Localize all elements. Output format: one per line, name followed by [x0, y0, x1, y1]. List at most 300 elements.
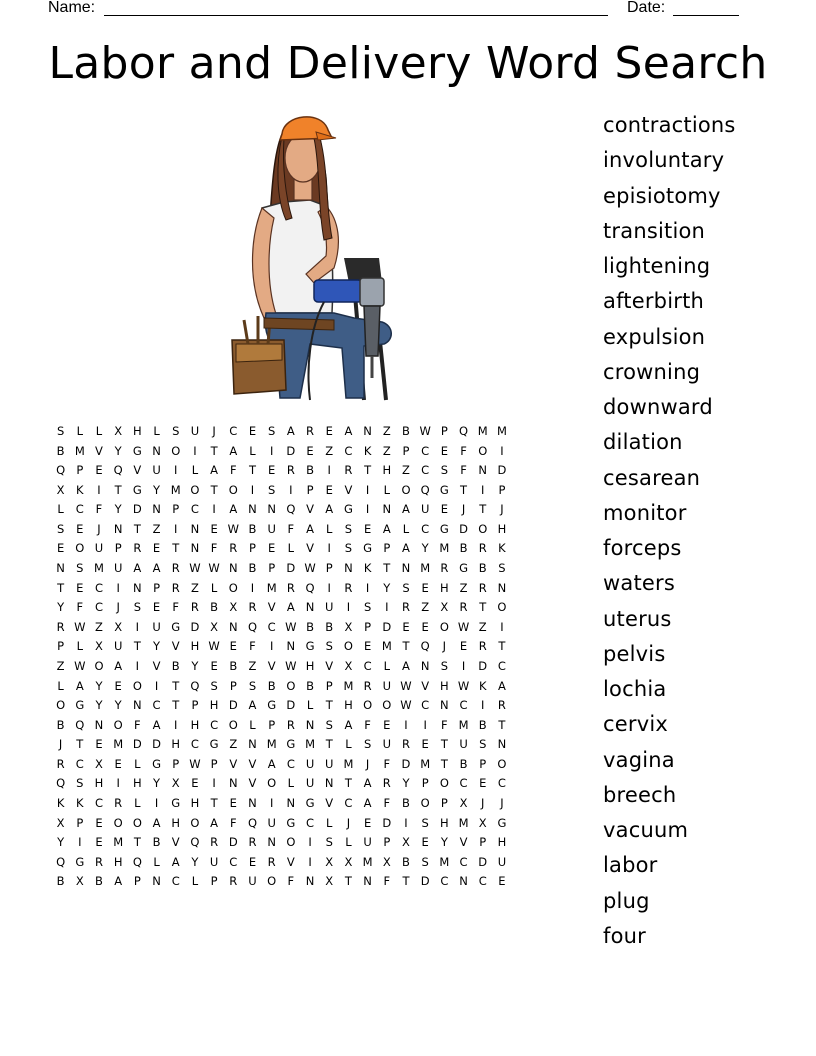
grid-letter: W — [74, 658, 86, 673]
word-item: pelvis — [603, 641, 666, 666]
grid-letter: N — [152, 874, 161, 889]
date-line[interactable] — [673, 15, 739, 16]
grid-letter: C — [171, 874, 180, 889]
grid-letter: I — [365, 482, 370, 497]
grid-letter: S — [440, 658, 448, 673]
grid-letter: E — [479, 776, 487, 791]
grid-letter: W — [285, 619, 297, 634]
grid-letter: I — [500, 443, 504, 458]
grid-letter: M — [420, 756, 431, 771]
grid-letter: R — [171, 561, 180, 576]
grid-letter: M — [343, 756, 354, 771]
grid-letter: E — [268, 541, 276, 556]
grid-letter: L — [57, 678, 64, 693]
grid-letter: N — [94, 717, 104, 732]
grid-letter: S — [76, 776, 84, 791]
grid-letter: R — [344, 463, 353, 478]
grid-letter: H — [94, 776, 104, 791]
grid-letter: O — [56, 698, 66, 713]
grid-letter: I — [250, 482, 255, 497]
grid-letter: I — [193, 443, 197, 458]
grid-row — [51, 481, 512, 501]
grid-letter: E — [402, 619, 410, 634]
grid-letter: D — [152, 737, 161, 752]
grid-letter: N — [152, 502, 161, 517]
grid-letter: R — [440, 561, 449, 576]
grid-letter: G — [171, 795, 181, 810]
grid-letter: Y — [421, 541, 429, 556]
grid-letter: P — [57, 639, 65, 654]
grid-letter: P — [325, 678, 333, 693]
grid-letter: A — [306, 521, 314, 536]
grid-letter: V — [248, 776, 257, 791]
grid-letter: I — [365, 502, 370, 517]
word-item: vacuum — [603, 818, 689, 842]
grid-row — [51, 520, 512, 540]
grid-letter: L — [287, 776, 295, 791]
grid-letter: N — [344, 561, 353, 576]
word-item: crowning — [603, 359, 701, 384]
grid-letter: Y — [57, 600, 65, 615]
grid-letter: M — [305, 737, 315, 752]
grid-letter: H — [305, 658, 315, 673]
grid-letter: P — [76, 815, 84, 830]
grid-letter: C — [210, 717, 219, 732]
grid-letter: P — [479, 835, 487, 850]
grid-letter: H — [497, 521, 507, 536]
grid-letter: G — [267, 698, 277, 713]
grid-letter: O — [132, 678, 142, 693]
grid-letter: P — [268, 561, 276, 576]
grid-row — [51, 461, 512, 481]
grid-letter: P — [133, 874, 141, 889]
grid-letter: E — [325, 482, 333, 497]
grid-letter: A — [363, 795, 372, 810]
grid-letter: H — [440, 815, 449, 830]
grid-letter: I — [327, 541, 331, 556]
grid-letter: C — [94, 795, 103, 810]
grid-letter: A — [286, 424, 295, 438]
grid-letter: Q — [286, 502, 296, 517]
grid-letter: X — [402, 835, 410, 850]
grid-letter: A — [210, 463, 219, 478]
grid-letter: L — [191, 463, 199, 478]
grid-letter: G — [75, 698, 85, 713]
grid-letter: W — [208, 561, 220, 576]
grid-letter: G — [209, 737, 219, 752]
grid-letter: B — [56, 443, 65, 458]
grid-letter: T — [440, 756, 448, 771]
grid-letter: O — [75, 541, 85, 556]
word-item: breech — [603, 782, 677, 807]
grid-row — [51, 755, 512, 775]
grid-letter: P — [364, 619, 372, 634]
grid-letter: W — [304, 561, 316, 576]
grid-letter: U — [305, 776, 315, 791]
grid-letter: H — [171, 737, 181, 752]
grid-letter: N — [363, 874, 372, 889]
grid-letter: A — [344, 717, 353, 732]
grid-row — [51, 774, 512, 794]
grid-letter: L — [153, 424, 160, 438]
grid-letter: X — [95, 639, 103, 654]
grid-letter: E — [229, 795, 237, 810]
grid-letter: R — [401, 600, 410, 615]
letter-grid — [51, 422, 512, 892]
grid-letter: X — [344, 619, 353, 634]
grid-letter: T — [172, 698, 180, 713]
grid-letter: T — [210, 443, 218, 458]
grid-letter: B — [325, 619, 334, 634]
grid-letter: T — [210, 482, 218, 497]
grid-row — [51, 500, 512, 520]
word-item: cervix — [603, 712, 668, 737]
grid-letter: H — [440, 580, 449, 595]
grid-letter: J — [461, 502, 466, 517]
grid-letter: O — [420, 795, 430, 810]
grid-letter: P — [191, 698, 199, 713]
grid-letter: N — [113, 521, 123, 536]
grid-letter: V — [325, 658, 334, 673]
grid-letter: A — [248, 698, 257, 713]
grid-letter: O — [190, 482, 200, 497]
grid-letter: U — [267, 521, 276, 536]
grid-letter: V — [152, 658, 161, 673]
grid-letter: R — [382, 776, 391, 791]
grid-letter: N — [248, 502, 257, 517]
grid-letter: C — [190, 737, 199, 752]
grid-letter: M — [113, 835, 124, 850]
grid-letter: G — [497, 815, 507, 830]
grid-letter: Y — [383, 580, 391, 595]
grid-letter: L — [191, 874, 199, 889]
grid-letter: W — [208, 639, 220, 654]
grid-letter: C — [267, 619, 276, 634]
grid-letter: N — [228, 776, 238, 791]
grid-letter: E — [114, 678, 122, 693]
grid-letter: N — [324, 776, 334, 791]
grid-letter: Y — [191, 854, 199, 869]
word-item: vagina — [603, 747, 675, 772]
grid-letter: G — [305, 795, 315, 810]
grid-letter: P — [153, 580, 160, 595]
grid-letter: X — [325, 874, 334, 889]
grid-letter: O — [228, 580, 238, 595]
grid-letter: L — [326, 815, 333, 830]
grid-letter: X — [478, 815, 487, 830]
grid-letter: E — [210, 658, 218, 673]
grid-letter: L — [249, 717, 256, 732]
grid-letter: I — [423, 717, 427, 732]
grid-letter: T — [172, 541, 180, 556]
grid-letter: Y — [114, 698, 122, 713]
grid-letter: L — [76, 424, 83, 438]
grid-letter: B — [248, 561, 257, 576]
grid-letter: P — [440, 424, 448, 438]
grid-letter: B — [56, 874, 65, 889]
grid-letter: P — [114, 541, 122, 556]
grid-letter: B — [402, 424, 410, 438]
grid-letter: Q — [113, 463, 123, 478]
name-line[interactable] — [104, 15, 608, 16]
grid-letter: Q — [132, 854, 142, 869]
grid-letter: W — [457, 619, 470, 634]
grid-letter: E — [421, 835, 429, 850]
grid-letter: O — [401, 482, 411, 497]
grid-letter: L — [57, 502, 64, 517]
grid-letter: B — [306, 619, 314, 634]
grid-letter: K — [56, 795, 65, 810]
grid-letter: K — [363, 443, 372, 458]
grid-letter: U — [420, 502, 430, 517]
grid-row — [51, 579, 512, 599]
grid-letter: M — [477, 424, 488, 438]
grid-letter: M — [458, 815, 469, 830]
grid-letter: B — [171, 658, 180, 673]
grid-letter: R — [56, 756, 65, 771]
grid-letter: Z — [478, 619, 487, 634]
grid-row — [51, 657, 512, 677]
grid-letter: C — [440, 874, 449, 889]
word-item: plug — [603, 888, 650, 913]
grid-letter: A — [152, 717, 161, 732]
grid-letter: I — [481, 482, 485, 497]
date-label: Date: — [627, 0, 666, 16]
grid-letter: I — [365, 580, 370, 595]
grid-letter: N — [133, 580, 142, 595]
grid-letter: L — [76, 639, 83, 654]
grid-letter: B — [229, 658, 238, 673]
grid-letter: S — [402, 580, 410, 595]
grid-letter: E — [95, 737, 103, 752]
grid-letter: Q — [247, 815, 257, 830]
grid-letter: I — [78, 835, 82, 850]
grid-letter: Z — [152, 521, 161, 536]
grid-letter: G — [152, 756, 161, 771]
grid-letter: E — [421, 619, 429, 634]
grid-letter: T — [57, 580, 65, 595]
grid-letter: U — [152, 619, 161, 634]
grid-letter: X — [325, 854, 334, 869]
grid-letter: O — [439, 776, 449, 791]
grid-letter: G — [286, 815, 296, 830]
grid-letter: N — [459, 874, 468, 889]
grid-letter: T — [479, 502, 487, 517]
grid-letter: C — [190, 502, 199, 517]
grid-letter: Y — [153, 639, 161, 654]
grid-letter: B — [402, 795, 410, 810]
grid-letter: E — [95, 815, 103, 830]
grid-letter: D — [286, 561, 296, 576]
grid-letter: A — [229, 443, 238, 458]
grid-letter: L — [345, 835, 352, 850]
grid-letter: E — [210, 521, 218, 536]
grid-letter: S — [133, 600, 141, 615]
grid-letter: E — [440, 443, 448, 458]
grid-letter: U — [152, 463, 161, 478]
grid-letter: N — [152, 443, 161, 458]
grid-letter: P — [210, 874, 218, 889]
grid-letter: N — [286, 795, 296, 810]
word-item: episiotomy — [603, 183, 721, 208]
grid-letter: C — [421, 698, 430, 713]
grid-letter: J — [500, 795, 504, 810]
grid-letter: R — [133, 541, 142, 556]
grid-letter: W — [189, 561, 201, 576]
grid-letter: R — [94, 854, 103, 869]
grid-letter: O — [497, 756, 507, 771]
grid-letter: S — [76, 561, 84, 576]
grid-letter: S — [344, 541, 353, 556]
grid-letter: R — [286, 717, 295, 732]
grid-letter: Q — [420, 482, 430, 497]
grid-letter: R — [114, 795, 123, 810]
word-list — [603, 108, 736, 954]
grid-letter: R — [497, 698, 506, 713]
grid-letter: A — [114, 658, 123, 673]
grid-letter: G — [343, 502, 353, 517]
grid-letter: B — [402, 854, 410, 869]
word-item: dilation — [603, 430, 683, 455]
grid-letter: C — [478, 874, 487, 889]
grid-letter: B — [152, 835, 161, 850]
grid-letter: D — [382, 815, 392, 830]
grid-letter: U — [325, 600, 334, 615]
grid-letter: B — [306, 463, 314, 478]
grid-letter: Q — [190, 678, 200, 693]
grid-letter: U — [267, 815, 276, 830]
grid-letter: U — [459, 737, 468, 752]
grid-letter: F — [210, 541, 218, 556]
grid-letter: I — [116, 580, 120, 595]
grid-row — [51, 442, 512, 462]
word-item: monitor — [603, 500, 687, 525]
grid-row — [51, 539, 512, 559]
grid-row — [51, 716, 512, 736]
grid-letter: B — [459, 756, 468, 771]
grid-letter: K — [478, 678, 487, 693]
grid-letter: V — [171, 835, 180, 850]
grid-letter: B — [306, 678, 314, 693]
grid-letter: N — [228, 619, 238, 634]
grid-letter: E — [76, 521, 84, 536]
grid-letter: Q — [56, 463, 66, 478]
grid-letter: P — [479, 756, 487, 771]
grid-letter: O — [286, 835, 296, 850]
grid-letter: L — [153, 854, 160, 869]
grid-letter: I — [308, 835, 312, 850]
grid-letter: T — [402, 639, 410, 654]
grid-letter: K — [76, 482, 84, 497]
grid-letter: E — [152, 541, 161, 556]
grid-letter: Y — [114, 443, 122, 458]
grid-letter: S — [325, 717, 333, 732]
grid-letter: P — [421, 776, 429, 791]
grid-letter: N — [305, 874, 315, 889]
grid-letter: C — [75, 756, 84, 771]
grid-letter: S — [440, 463, 448, 478]
grid-letter: T — [133, 835, 141, 850]
grid-row — [51, 735, 512, 755]
grid-letter: B — [56, 717, 65, 732]
grid-letter: U — [382, 737, 391, 752]
grid-letter: C — [152, 698, 161, 713]
grid-letter: R — [459, 600, 468, 615]
grid-letter: U — [190, 424, 200, 438]
grid-letter: U — [94, 541, 104, 556]
grid-letter: G — [459, 561, 468, 576]
grid-letter: D — [497, 463, 507, 478]
grid-letter: M — [420, 561, 431, 576]
grid-letter: F — [76, 600, 84, 615]
grid-letter: T — [325, 737, 333, 752]
grid-letter: Z — [421, 600, 430, 615]
grid-letter: V — [95, 443, 103, 458]
grid-letter: D — [478, 658, 488, 673]
grid-letter: T — [114, 482, 122, 497]
grid-letter: T — [133, 521, 141, 536]
grid-letter: I — [308, 854, 312, 869]
grid-letter: N — [420, 658, 430, 673]
grid-letter: C — [344, 795, 353, 810]
grid-letter: D — [228, 698, 238, 713]
grid-letter: F — [441, 717, 448, 732]
grid-letter: N — [267, 835, 276, 850]
grid-letter: S — [344, 521, 353, 536]
grid-letter: E — [76, 580, 84, 595]
grid-letter: H — [113, 854, 123, 869]
grid-letter: A — [152, 815, 161, 830]
grid-letter: Z — [56, 658, 65, 673]
grid-letter: P — [229, 678, 237, 693]
grid-letter: I — [461, 658, 466, 673]
grid-letter: G — [171, 619, 181, 634]
grid-letter: X — [95, 756, 103, 771]
grid-letter: S — [248, 678, 257, 693]
grid-letter: W — [400, 678, 412, 693]
grid-letter: O — [132, 815, 142, 830]
grid-letter: C — [459, 776, 468, 791]
grid-letter: N — [497, 580, 507, 595]
woman-with-drill-illustration — [214, 108, 420, 404]
grid-letter: N — [440, 698, 449, 713]
grid-letter: G — [132, 443, 142, 458]
grid-letter: N — [56, 561, 65, 576]
grid-letter: B — [248, 521, 257, 536]
word-item: waters — [603, 571, 675, 596]
grid-letter: S — [56, 521, 65, 536]
grid-letter: M — [94, 561, 104, 576]
grid-letter: C — [344, 443, 353, 458]
grid-letter: D — [478, 854, 488, 869]
word-item: lochia — [603, 677, 667, 701]
grid-letter: E — [498, 874, 506, 889]
grid-letter: X — [56, 815, 65, 830]
word-item: downward — [603, 395, 713, 419]
grid-letter: H — [382, 463, 392, 478]
grid-letter: E — [56, 541, 65, 556]
grid-letter: J — [442, 639, 447, 654]
grid-letter: F — [383, 874, 391, 889]
grid-letter: F — [249, 639, 256, 654]
grid-letter: L — [306, 698, 314, 713]
grid-letter: U — [305, 756, 315, 771]
grid-letter: V — [171, 639, 180, 654]
grid-letter: C — [497, 658, 506, 673]
grid-letter: D — [132, 737, 142, 752]
grid-letter: D — [286, 443, 296, 458]
grid-letter: O — [228, 717, 238, 732]
